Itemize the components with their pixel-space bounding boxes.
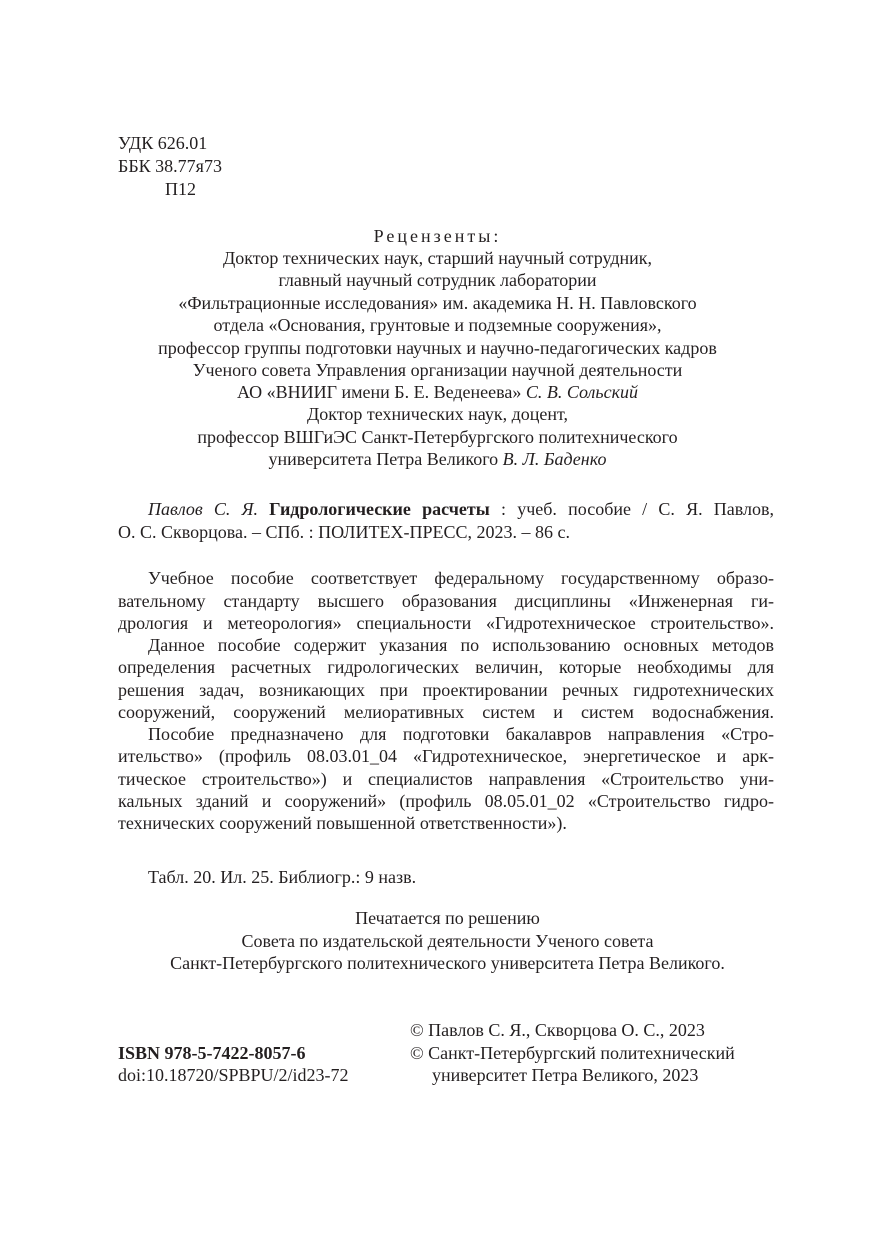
reviewer-name: С. В. Сольский xyxy=(525,382,639,402)
reviewer-org: университета Петра Великого xyxy=(268,449,499,469)
annotation-line: дрология и метеорология» специальности «Гидротехническое строительство». xyxy=(118,613,774,633)
reviewer-line: отдела «Основания, грунтовые и подземные сооружения», xyxy=(213,315,662,335)
copyright-line: университет Петра Великого, 2023 xyxy=(432,1065,699,1085)
imprint-line: Совета по издательской деятельности Ученого совета xyxy=(241,931,654,951)
reviewer-line: профессор ВШГиЭС Санкт-Петербургского политехнического xyxy=(197,427,678,447)
annotation-line: вательному стандарту высшего образования дисциплины «Инженерная ги- xyxy=(118,591,774,611)
bib-line: О. С. Скворцова. – СПб. : ПОЛИТЕХ-ПРЕСС, 2023. – 86 с. xyxy=(118,522,570,542)
reviewer-name: В. Л. Баденко xyxy=(502,449,607,469)
bbk-code: ББК 38.77я73 xyxy=(118,156,222,176)
bib-line xyxy=(148,498,774,520)
reviewer-line: Ученого совета Управления организации научной деятельности xyxy=(192,360,683,380)
annotation-line: тическое строительство») и специалистов направления «Строительство уни- xyxy=(118,769,774,789)
stats-line: Табл. 20. Ил. 25. Библиогр.: 9 назв. xyxy=(148,867,417,887)
reviewer-line: Доктор технических наук, доцент, xyxy=(306,404,569,424)
reviewer-line: Доктор технических наук, старший научный сотрудник, xyxy=(222,248,653,268)
bib-author: Павлов С. Я. xyxy=(148,499,258,519)
annotation-line: Данное пособие содержит указания по использованию основных методов xyxy=(148,635,774,655)
copyright-line: © Санкт-Петербургский политехнический xyxy=(410,1043,735,1063)
udk-code: УДК 626.01 xyxy=(118,133,208,153)
annotation-line: сооружений, сооружений мелиоративных систем и систем водоснабжения. xyxy=(118,702,774,722)
reviewer-line: «Фильтрационные исследования» им. академика Н. Н. Павловского xyxy=(178,293,697,313)
annotation-line: ительство» (профиль 08.03.01_04 «Гидротехническое, энергетическое и арк- xyxy=(118,746,774,766)
reviewers-heading: Рецензенты: xyxy=(373,226,502,246)
reviewer-line: главный научный сотрудник лаборатории xyxy=(278,270,597,290)
reviewer-line xyxy=(0,381,875,403)
annotation-line: Учебное пособие соответствует федеральному государственному образо- xyxy=(148,568,774,588)
author-sign: П12 xyxy=(165,179,196,199)
reviewer-line: профессор группы подготовки научных и научно-педагогических кадров xyxy=(158,338,717,358)
annotation-line: технических сооружений повышенной ответственности»). xyxy=(118,813,567,833)
doi: doi:10.18720/SPBPU/2/id23-72 xyxy=(118,1065,349,1085)
imprint-line: Санкт-Петербургского политехнического университета Петра Великого. xyxy=(170,953,725,973)
reviewer-org: АО «ВНИИГ имени Б. Е. Веденеева» xyxy=(236,382,522,402)
bib-rest: : учеб. пособие / С. Я. Павлов, xyxy=(501,499,775,519)
annotation-line: Пособие предназначено для подготовки бакалавров направления «Стро- xyxy=(148,724,774,744)
reviewer-line xyxy=(0,448,875,470)
annotation-line: кальных зданий и сооружений» (профиль 08.05.01_02 «Строительство гидро- xyxy=(118,791,774,811)
annotation-line: определения расчетных гидрологических величин, которые необходимы для xyxy=(118,657,774,677)
copyright-line: © Павлов С. Я., Скворцова О. С., 2023 xyxy=(410,1020,705,1040)
bib-title: Гидрологические расчеты xyxy=(269,499,490,519)
isbn: ISBN 978-5-7422-8057-6 xyxy=(118,1043,306,1063)
imprint-line: Печатается по решению xyxy=(355,908,540,928)
annotation-line: решения задач, возникающих при проектировании речных гидротехнических xyxy=(118,680,774,700)
